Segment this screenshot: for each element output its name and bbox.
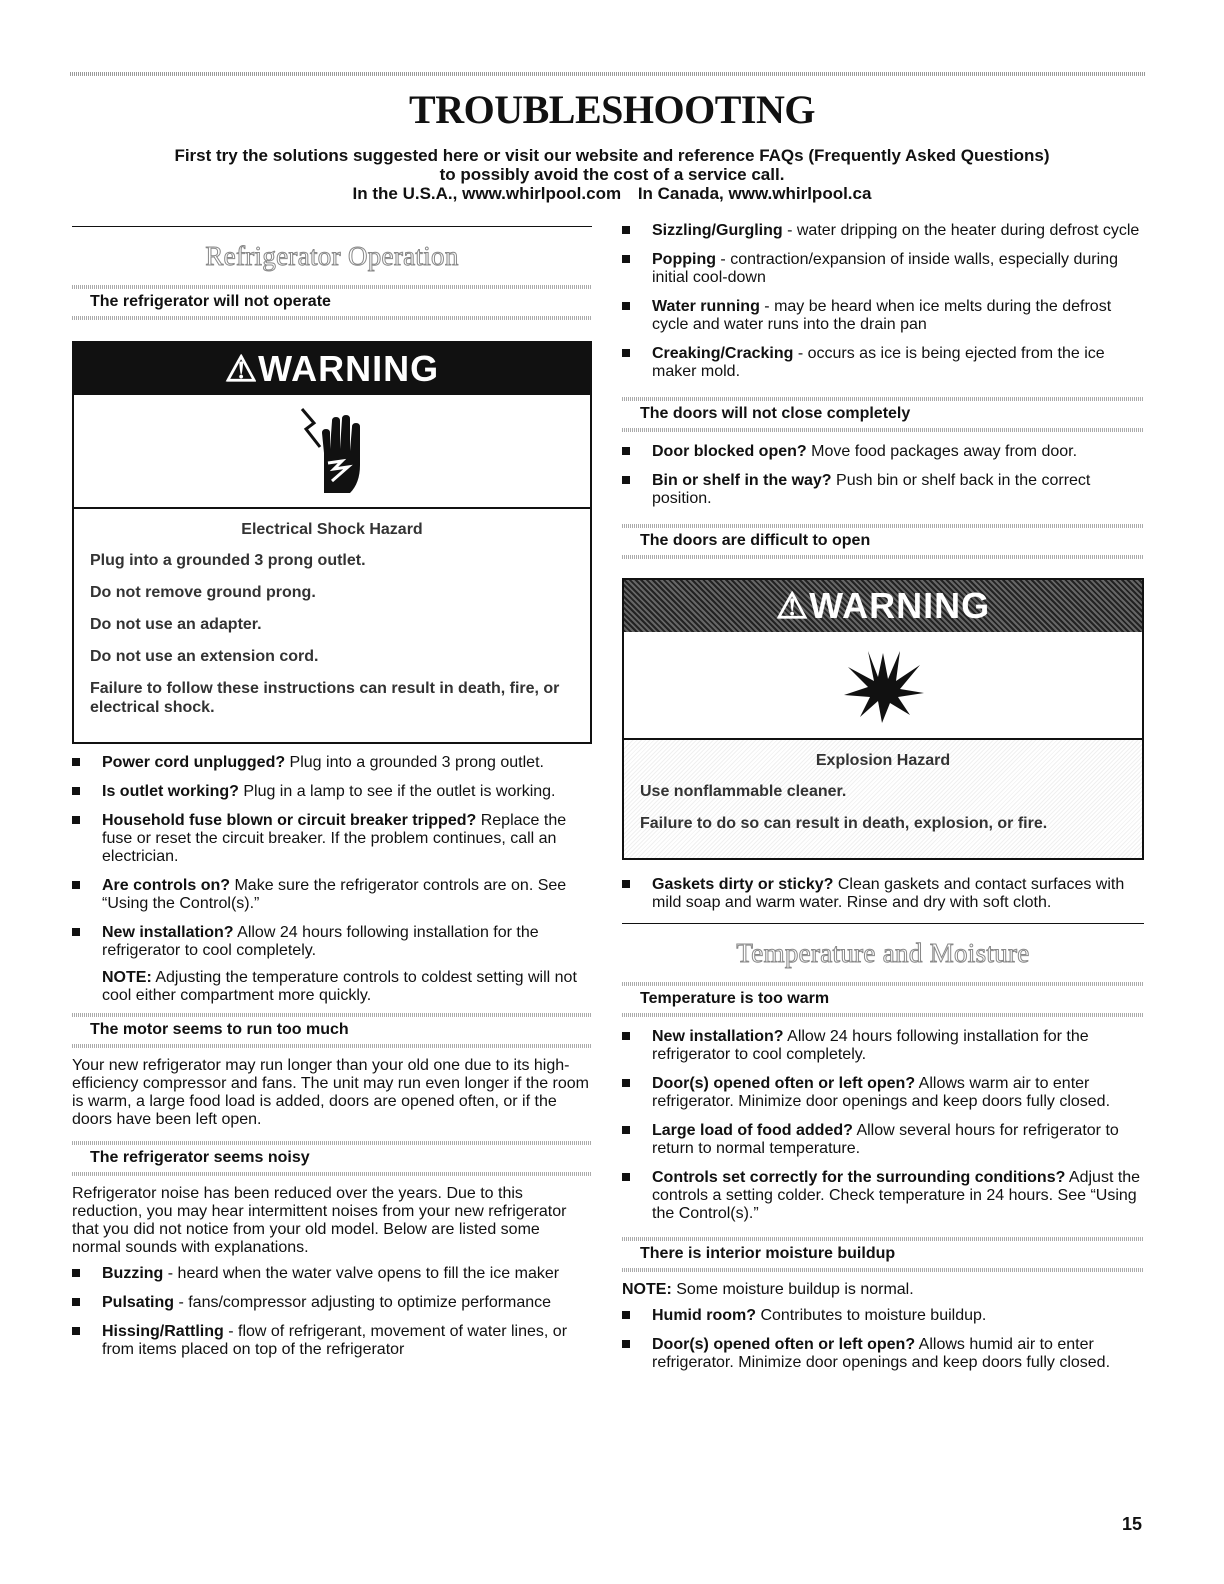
list-too-warm: [622, 1028, 1144, 1223]
page-number: 15: [1121, 1514, 1142, 1534]
warning-box-explosion: [622, 578, 1144, 860]
list-item: Bin or shelf in the way? Push bin or shelf back in the correct position.: [622, 472, 1144, 508]
list-noises: [72, 1265, 592, 1359]
list-item: Door(s) opened often or left open? Allows warm air to enter refrigerator. Minimize door openings and keep doors fully closed.: [622, 1075, 1144, 1111]
warning-line: Do not use an adapter.: [90, 616, 262, 633]
hazard-name: Explosion Hazard: [815, 752, 951, 769]
warning-line: Plug into a grounded 3 prong outlet.: [90, 552, 366, 569]
subhead-noisy: The refrigerator seems noisy: [72, 1143, 592, 1173]
list-item: Water running - may be heard when ice melts during the defrost cycle and water runs into the drain pan: [622, 298, 1144, 334]
usa-website[interactable]: In the U.S.A., www.whirlpool.com: [352, 184, 622, 203]
list-item: Door(s) opened often or left open? Allows humid air to enter refrigerator. Minimize door openings and keep doors fully closed.: [622, 1336, 1144, 1372]
subhead-will-not-operate: The refrigerator will not operate: [72, 287, 592, 317]
list-item: Pulsating - fans/compressor adjusting to optimize performance: [72, 1294, 592, 1312]
list-item: Door blocked open? Move food packages away from door.: [622, 443, 1144, 461]
page-title: TROUBLESHOOTING: [409, 87, 815, 132]
subhead-moisture: There is interior moisture buildup: [622, 1239, 1144, 1269]
list-item: New installation? Allow 24 hours following installation for the refrigerator to cool completely.: [72, 924, 592, 960]
section-title-refrigerator-operation: Refrigerator Operation: [72, 226, 592, 281]
note: NOTE: Adjusting the temperature controls to coldest setting will not cool either compartment more quickly.: [102, 969, 577, 1004]
list-doors-close: [622, 443, 1144, 508]
canada-website[interactable]: In Canada, www.whirlpool.ca: [637, 184, 872, 203]
list-item: Popping - contraction/expansion of inside walls, especially during initial cool-down: [622, 251, 1144, 287]
intro: [0, 146, 1224, 203]
list-moisture: [622, 1307, 1144, 1372]
intro-line1: First try the solutions suggested here or visit our website and reference FAQs (Frequently Asked Questions): [174, 146, 1050, 165]
left-column: [72, 226, 592, 1370]
electric-shock-hand-icon: [292, 403, 372, 499]
list-item: Creaking/Cracking - occurs as ice is being ejected from the ice maker mold.: [622, 345, 1144, 381]
subhead-doors-difficult: The doors are difficult to open: [622, 526, 1144, 556]
section-title-temperature-moisture: Temperature and Moisture: [622, 923, 1144, 978]
list-item: New installation? Allow 24 hours following installation for the refrigerator to cool completely.: [622, 1028, 1144, 1064]
list-item: Hissing/Rattling - flow of refrigerant, movement of water lines, or from items placed on top of the refrigerator: [72, 1323, 592, 1359]
paragraph-noisy: Refrigerator noise has been reduced over the years. Due to this reduction, you may hear intermittent noises from your new refrigerator that you did not notice from your old model. Below are listed some normal sounds with explanations.: [72, 1185, 567, 1256]
list-item: Are controls on? Make sure the refrigerator controls are on. See “Using the Control(s).”: [72, 877, 592, 913]
hazard-name: Electrical Shock Hazard: [241, 521, 423, 538]
warning-line: Use nonflammable cleaner.: [640, 783, 847, 800]
explosion-icon: [838, 645, 928, 725]
list-doors-difficult: [622, 876, 1144, 912]
list-will-not-operate: [72, 754, 592, 960]
paragraph-motor: Your new refrigerator may run longer than your old one due to its high-efficiency compressor and fans. The unit may run even longer if the room is warm, a large food load is added, doors are opened often, or if the doors have been left open.: [72, 1057, 590, 1128]
subhead-motor-runs: The motor seems to run too much: [72, 1015, 592, 1045]
note: NOTE: Some moisture buildup is normal.: [622, 1281, 914, 1298]
list-item: Is outlet working? Plug in a lamp to see if the outlet is working.: [72, 783, 592, 801]
right-column: [622, 222, 1144, 1383]
subhead-too-warm: Temperature is too warm: [622, 984, 1144, 1014]
list-item: Sizzling/Gurgling - water dripping on the heater during defrost cycle: [622, 222, 1144, 240]
list-item: Controls set correctly for the surrounding conditions? Adjust the controls a setting colder. Check temperature in 24 hours. See “Using the Control(s).”: [622, 1169, 1144, 1223]
top-rule: [70, 72, 1145, 76]
list-item: Humid room? Contributes to moisture buildup.: [622, 1307, 1144, 1325]
warning-line: Failure to follow these instructions can result in death, fire, or electrical shock.: [90, 680, 560, 716]
warning-line: Failure to do so can result in death, explosion, or fire.: [640, 815, 1048, 832]
warning-line: Do not use an extension cord.: [90, 648, 319, 665]
warning-header: ⚠WARNING: [74, 343, 590, 395]
list-sounds-continued: [622, 222, 1144, 381]
list-item: Gaskets dirty or sticky? Clean gaskets and contact surfaces with mild soap and warm water. Rinse and dry with soft cloth.: [622, 876, 1144, 912]
list-item: Buzzing - heard when the water valve opens to fill the ice maker: [72, 1265, 592, 1283]
list-item: Large load of food added? Allow several hours for refrigerator to return to normal temperature.: [622, 1122, 1144, 1158]
list-item: Household fuse blown or circuit breaker tripped? Replace the fuse or reset the circuit breaker. If the problem continues, call an electrician.: [72, 812, 592, 866]
warning-line: Do not remove ground prong.: [90, 584, 316, 601]
warning-header: ⚠WARNING: [624, 580, 1142, 632]
intro-line2: to possibly avoid the cost of a service call.: [439, 165, 785, 184]
list-item: Power cord unplugged? Plug into a grounded 3 prong outlet.: [72, 754, 592, 772]
warning-box-electrical: [72, 341, 592, 744]
subhead-doors-close: The doors will not close completely: [622, 399, 1144, 429]
